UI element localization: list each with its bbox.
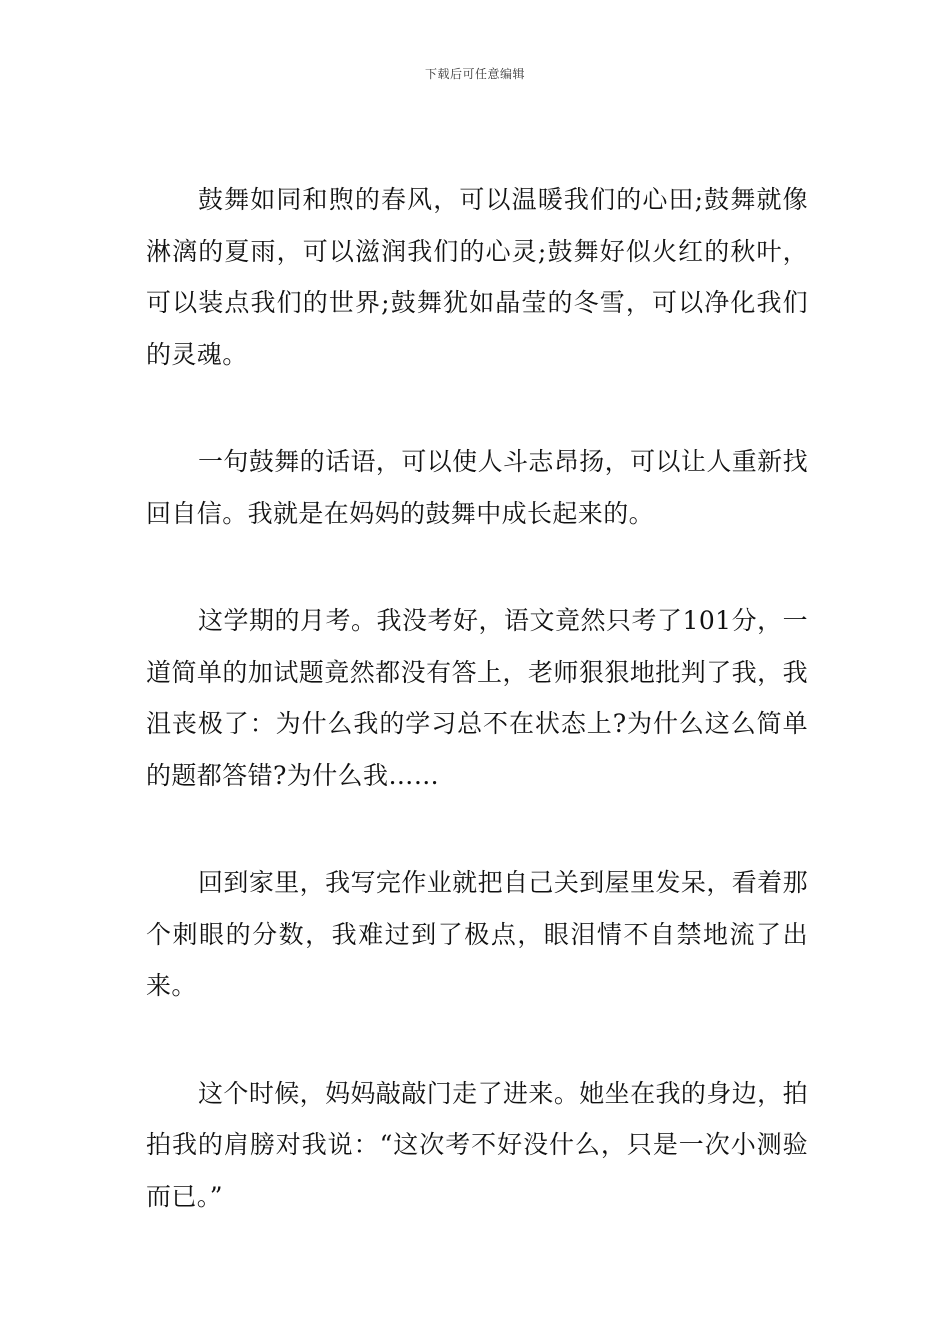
paragraph-5: 这个时候，妈妈敲敲门走了进来。她坐在我的身边，拍拍我的肩膀对我说：“这次考不好没什么，只是一次小测验而已。”	[146, 1078, 808, 1211]
document-body	[146, 174, 808, 1278]
paragraph-2: 一句鼓舞的话语，可以使人斗志昂扬，可以让人重新找回自信。我就是在妈妈的鼓舞中成长起来的。	[146, 447, 808, 528]
paragraph-4: 回到家里，我写完作业就把自己关到屋里发呆，看着那个刺眼的分数，我难过到了极点，眼泪情不自禁地流了出来。	[146, 868, 808, 1000]
paragraph-3: 这学期的月考。我没考好，语文竟然只考了101分，一道简单的加试题竟然都没有答上，老师狠狠地批判了我，我沮丧极了：为什么我的学习总不在状态上?为什么这么简单的题都答错?为什么我……	[146, 606, 808, 790]
paragraph-1: 鼓舞如同和煦的春风，可以温暖我们的心田;鼓舞就像淋漓的夏雨，可以滋润我们的心灵;鼓舞好似火红的秋叶，可以装点我们的世界;鼓舞犹如晶莹的冬雪，可以净化我们的灵魂。	[146, 185, 808, 369]
page-header-note: 下载后可任意编辑	[424, 67, 525, 81]
